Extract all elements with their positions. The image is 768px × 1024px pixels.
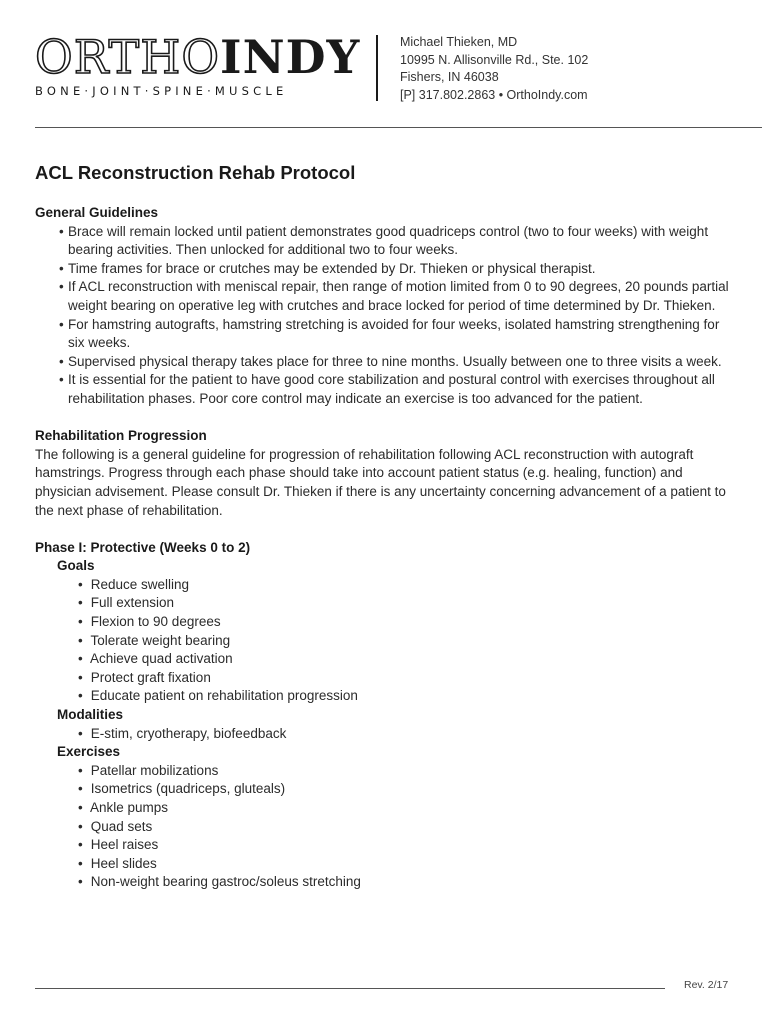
contact-line: [P] 317.802.2863 • OrthoIndy.com (400, 87, 588, 102)
list-item: • Ankle pumps (78, 800, 169, 815)
general-guidelines-list (35, 223, 735, 409)
list-item: • Educate patient on rehabilitation progression (78, 688, 358, 704)
list-item: • It is essential for the patient to have good core stabilization and postural control with exercises throughout all rehabilitation phases. Poor core control may indicate an exercise is too advanced for the patient. (59, 372, 715, 406)
list-item: • Non-weight bearing gastroc/soleus stretching (78, 874, 361, 890)
logo-tagline: BONE·JOINT·SPINE·MUSCLE (35, 84, 288, 98)
modalities-heading: Modalities (57, 707, 124, 723)
goals-heading: Goals (57, 558, 95, 574)
list-item: • If ACL reconstruction with meniscal repair, then range of motion limited from 0 to 90 degrees, 20 pounds partial weight bearing on operative leg with crutches and brace locked for period of time determined by Dr. Thieken. (59, 279, 729, 313)
revision-label: Rev. 2/17 (684, 979, 729, 991)
list-item: • Tolerate weight bearing (78, 632, 231, 648)
modalities-list (35, 725, 735, 744)
header-divider (376, 35, 378, 101)
list-item: • Flexion to 90 degrees (78, 614, 221, 630)
list-item: • Heel slides (78, 855, 157, 871)
list-item: • E-stim, cryotherapy, biofeedback (78, 725, 287, 741)
list-item: • Time frames for brace or crutches may be extended by Dr. Thieken or physical therapist. (59, 260, 596, 276)
list-item: • Reduce swelling (78, 576, 190, 592)
list-item: • For hamstring autografts, hamstring stretching is avoided for four weeks, isolated hamstring strengthening for six weeks. (59, 316, 720, 351)
goals-list (35, 576, 735, 706)
footer-rule (35, 988, 665, 989)
logo-word-outline: ORTHO (35, 30, 221, 84)
general-guidelines-heading: General Guidelines (35, 205, 159, 220)
list-item: • Full extension (78, 595, 175, 611)
orthoindy-logo (35, 30, 361, 84)
list-item: • Supervised physical therapy takes place for three to nine months. Usually between one to three visits a week. (59, 353, 722, 369)
list-item: • Protect graft fixation (78, 669, 211, 685)
rehab-progression-heading: Rehabilitation Progression (35, 428, 207, 444)
street-address: 10995 N. Allisonville Rd., Ste. 102 (400, 52, 589, 67)
list-item: • Isometrics (quadriceps, gluteals) (78, 781, 286, 797)
doctor-name: Michael Thieken, MD (400, 35, 518, 49)
list-item: • Brace will remain locked until patient demonstrates good quadriceps control (two to four weeks) with weight bearing activities. Then unlocked for additional two to four weeks. (59, 223, 709, 258)
exercises-list (35, 762, 735, 892)
document-body (35, 160, 735, 892)
logo-word-bold: INDY (220, 30, 361, 84)
list-item: • Quad sets (78, 818, 153, 834)
exercises-heading: Exercises (57, 744, 121, 760)
list-item: • Patellar mobilizations (78, 762, 219, 778)
header-rule (35, 127, 762, 128)
letterhead (35, 30, 735, 106)
page-title: ACL Reconstruction Rehab Protocol (35, 162, 356, 183)
list-item: • Heel raises (78, 837, 159, 853)
phase1-heading: Phase I: Protective (Weeks 0 to 2) (35, 539, 251, 555)
rehab-progression-text: The following is a general guideline for progression of rehabilitation following ACL reconstruction with autograft hamstrings. Progress through each phase should take into account patient status (e.g. healing, function) and physician advisement. Please consult Dr. Thieken if there is any uncertainty concerning advancement of a patient to the next phase of rehabilitation. (35, 446, 726, 518)
address-block (400, 34, 588, 104)
city-state-zip: Fishers, IN 46038 (400, 70, 499, 84)
list-item: • Achieve quad activation (78, 651, 233, 667)
